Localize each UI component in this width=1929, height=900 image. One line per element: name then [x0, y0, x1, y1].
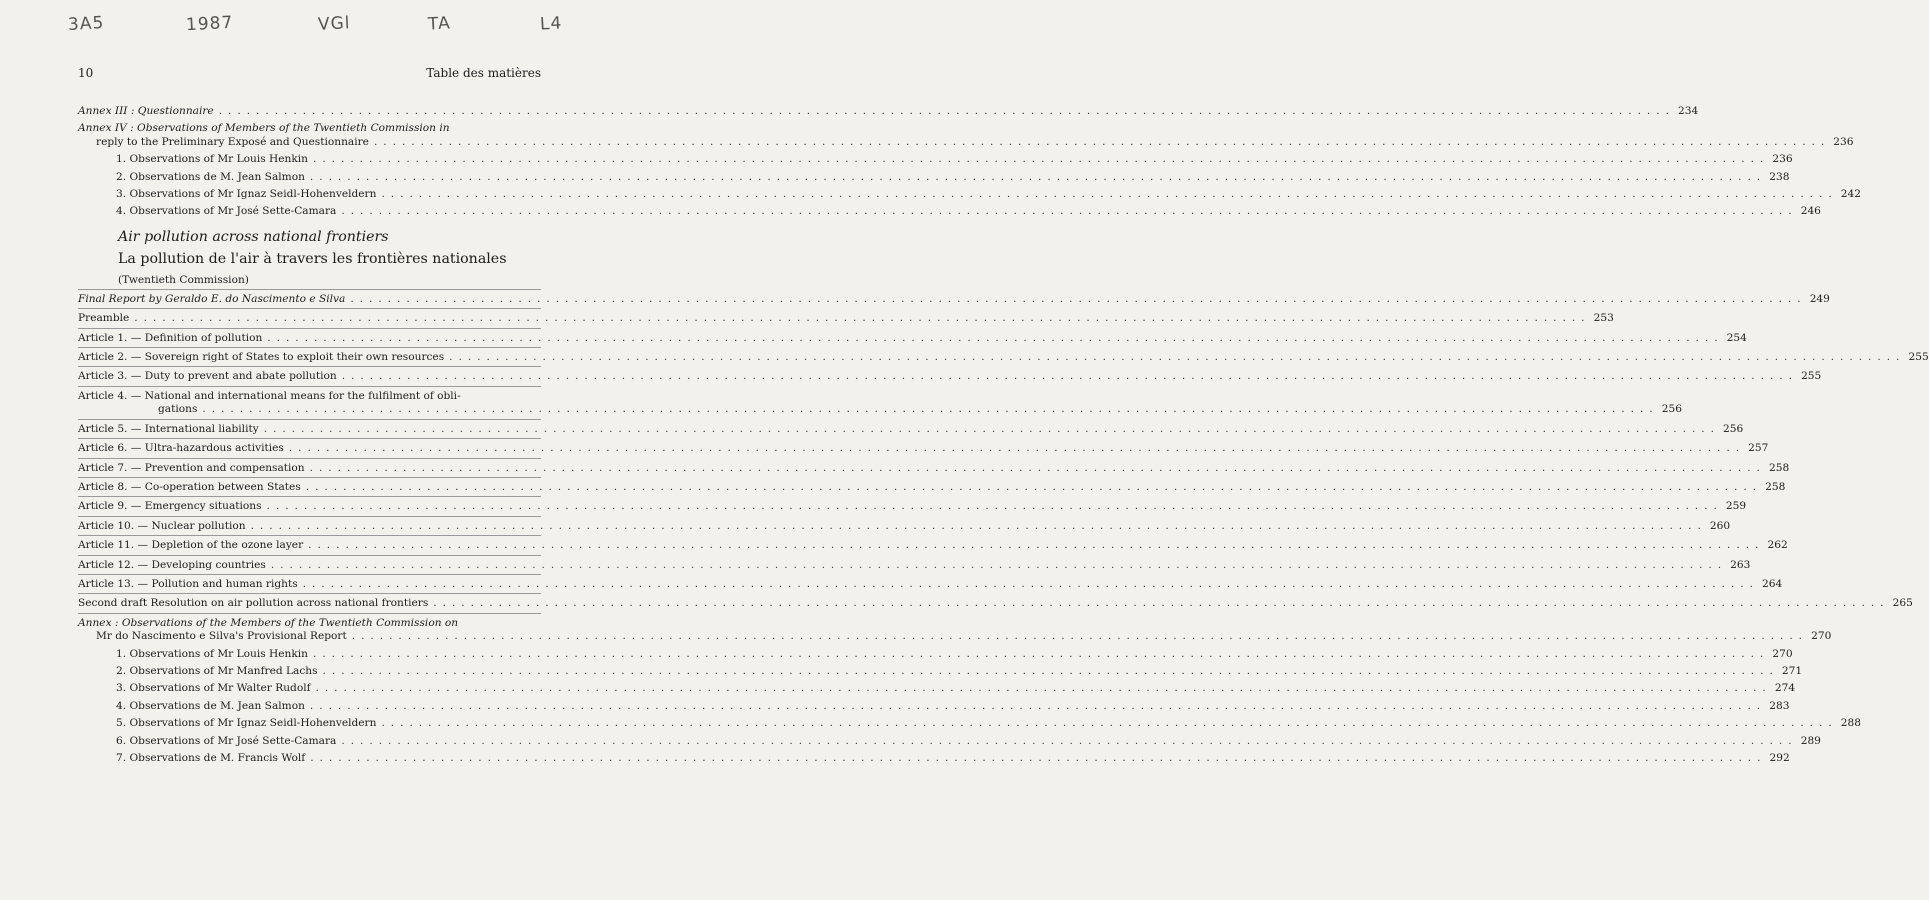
leader-dots: [428, 597, 1891, 610]
divider: [78, 438, 541, 439]
toc-page-number: 256: [1723, 422, 1744, 435]
toc-entry-article: [78, 558, 1751, 572]
toc-page-number: 260: [1709, 519, 1731, 532]
article-number: Article 2. —: [78, 351, 142, 364]
article-number: Article 3. —: [78, 370, 142, 383]
leader-dots: [298, 578, 1761, 591]
toc-entry-label: [78, 462, 305, 475]
leader-dots: [336, 735, 1799, 748]
article-title: Ultra-hazardous activities: [144, 442, 284, 455]
toc-sub-entry: [78, 699, 1790, 713]
leader-dots: [345, 293, 1808, 306]
article-number: Article 13. —: [78, 577, 149, 590]
leader-dots: [259, 423, 1722, 436]
leader-dots: [376, 717, 1839, 730]
toc-entry-label: [78, 539, 303, 552]
toc-entry-label: [78, 578, 298, 591]
toc-entry-article: [78, 331, 1747, 345]
toc-sub-entry: [78, 734, 1821, 748]
toc-page-number: 274: [1774, 682, 1796, 695]
leader-dots: [308, 648, 1771, 661]
toc-sub-entry: [78, 647, 1793, 661]
article-number: Article 4. —: [78, 389, 142, 402]
toc-entry-article: [78, 442, 1769, 455]
page-header: [78, 66, 541, 82]
article-title: Sovereign right of States to exploit their own resources: [144, 351, 445, 364]
toc-page-number: 255: [1801, 370, 1822, 383]
divider: [78, 386, 541, 387]
divider: [78, 555, 541, 556]
leader-dots: [376, 188, 1839, 201]
toc-page-number: 236: [1772, 153, 1793, 166]
leader-dots: [369, 136, 1832, 149]
toc-entry-article: [78, 577, 1783, 591]
page-number: 10: [78, 66, 94, 80]
leader-dots: [266, 559, 1729, 572]
toc-page-number: 234: [1678, 105, 1699, 117]
toc-entry-label: 2. Observations of Mr Manfred Lachs: [116, 664, 318, 677]
toc-entry-article: [78, 539, 1788, 552]
toc-sub-entry: [78, 682, 1796, 695]
section-commission: (Twentieth Commission): [118, 273, 249, 286]
divider: [78, 347, 541, 348]
toc-entry-article: [78, 461, 1790, 475]
toc-entry-annex: [78, 616, 1832, 644]
leader-dots: [318, 665, 1781, 678]
toc-entry-final-report: [78, 292, 1830, 306]
article-number: Article 6. —: [78, 442, 142, 455]
toc-entry-label: Final Report by Geraldo E. do Nascimento e Silva: [78, 292, 346, 305]
article-title: Duty to prevent and abate pollution: [144, 370, 337, 383]
toc-page-number: 264: [1761, 577, 1783, 590]
toc-page-number: 288: [1840, 717, 1862, 730]
toc-entry-article: [78, 389, 1682, 417]
divider: [78, 366, 541, 367]
leader-dots: [308, 153, 1771, 166]
toc-page-number: 246: [1800, 205, 1821, 218]
handwritten-annotations: [0, 14, 598, 44]
toc-entry-label: 4. Observations of Mr José Sette-Camara: [116, 205, 337, 218]
toc-entry-article: [78, 519, 1731, 533]
leader-dots: [444, 351, 1907, 364]
article-number: Article 1. —: [78, 331, 142, 344]
toc-entry-label: 1. Observations of Mr Louis Henkin: [116, 153, 308, 166]
handwritten-note: 1987: [185, 12, 234, 36]
toc-entry-article: [78, 500, 1747, 513]
toc-page-number: 253: [1593, 312, 1614, 325]
leader-dots: [197, 403, 1660, 416]
divider: [78, 289, 541, 290]
toc-page-number: 249: [1809, 292, 1830, 305]
leader-dots: [347, 630, 1810, 643]
article-title: Emergency situations: [144, 500, 262, 513]
toc-page-number: 289: [1800, 734, 1821, 747]
toc-entry-label: 4. Observations de M. Jean Salmon: [116, 699, 305, 712]
toc-entry-label: 6. Observations of Mr José Sette-Camara: [116, 734, 337, 747]
toc-page-number: 238: [1769, 170, 1790, 183]
leader-dots: [305, 462, 1768, 475]
toc-entry-label: [78, 559, 266, 572]
divider: [78, 496, 541, 497]
toc-page-number: 263: [1730, 558, 1751, 571]
leader-dots: [303, 539, 1766, 552]
toc-entry-label: 1. Observations of Mr Louis Henkin: [116, 647, 308, 660]
handwritten-note: L4: [539, 13, 563, 35]
article-number: Article 7. —: [78, 461, 142, 474]
toc-entry-label: [78, 423, 259, 436]
running-title: Table des matières: [426, 66, 541, 80]
toc-entry-preamble: [78, 312, 1614, 325]
toc-entry-label: [78, 500, 262, 513]
toc-page-number: 265: [1892, 597, 1913, 610]
divider: [78, 593, 541, 594]
divider: [78, 613, 541, 614]
toc-entry-label: 7. Observations de M. Francis Wolf: [116, 752, 306, 764]
toc-sub-entry: [78, 205, 1821, 218]
article-title: Prevention and compensation: [144, 461, 305, 474]
article-number: Article 5. —: [78, 422, 142, 435]
toc-entry: [78, 105, 1699, 118]
toc-entry-second-draft: [78, 597, 1913, 610]
toc-sub-entry: [78, 664, 1803, 678]
article-title: Developing countries: [151, 558, 266, 571]
handwritten-note: TA: [427, 13, 452, 35]
divider: [78, 419, 541, 420]
divider: [78, 458, 541, 459]
section-title-english: Air pollution across national frontiers: [118, 228, 389, 245]
toc-page-number: 283: [1769, 699, 1790, 712]
toc-page-number: 271: [1781, 664, 1803, 677]
article-title: International liability: [144, 422, 259, 435]
article-number: Article 12. —: [78, 558, 149, 571]
article-number: Article 9. —: [78, 500, 142, 513]
toc-sub-entry: [78, 188, 1862, 201]
toc-entry-article: [78, 351, 1929, 364]
leader-dots: [311, 682, 1774, 695]
leader-dots: [305, 171, 1768, 184]
article-title: Definition of pollution: [144, 331, 263, 344]
divider: [78, 574, 541, 575]
toc-entry-label-cont: Mr do Nascimento e Silva's Provisional Report: [96, 630, 347, 643]
section-title-french: La pollution de l'air à travers les frontières nationales: [118, 250, 507, 267]
toc-entry-label: [78, 390, 461, 403]
toc-page-number: 242: [1840, 188, 1862, 201]
toc-entry-article: [78, 370, 1822, 383]
leader-dots: [337, 370, 1800, 383]
leader-dots: [246, 520, 1709, 533]
leader-dots: [129, 312, 1592, 325]
leader-dots: [214, 105, 1677, 118]
leader-dots: [305, 752, 1768, 765]
article-title: National and international means for the fulfilment of obli-: [144, 389, 461, 402]
toc-page-number: 236: [1833, 135, 1854, 148]
divider: [78, 328, 541, 329]
toc-entry-label: Preamble: [78, 312, 130, 325]
toc-entry-label: [78, 481, 301, 494]
toc-entry-label: [78, 332, 262, 345]
leader-dots: [301, 481, 1764, 494]
divider: [78, 516, 541, 517]
toc-entry-label: [78, 370, 337, 383]
toc-entry-label: Second draft Resolution on air pollution across national frontiers: [78, 597, 429, 610]
toc-entry-label: [78, 442, 284, 455]
leader-dots: [336, 205, 1799, 218]
toc-entry-label: [78, 520, 246, 533]
article-title-cont: gations: [158, 403, 198, 416]
leader-dots: [305, 700, 1768, 713]
toc-page-number: 292: [1769, 752, 1790, 764]
toc-sub-entry: [78, 170, 1790, 184]
toc-page-number: 254: [1726, 331, 1747, 344]
table-of-contents: [78, 105, 1929, 765]
toc-entry-label: 2. Observations de M. Jean Salmon: [116, 170, 305, 183]
leader-dots: [262, 500, 1725, 513]
article-title: Pollution and human rights: [151, 577, 298, 590]
article-number: Article 11. —: [78, 539, 149, 552]
toc-sub-entry: [78, 752, 1790, 765]
article-title: Depletion of the ozone layer: [151, 539, 304, 552]
toc-entry-label: Annex IV : Observations of Members of the Twentieth Commission in: [78, 122, 450, 135]
toc-page-number: 257: [1748, 442, 1769, 455]
article-title: Nuclear pollution: [151, 519, 246, 532]
toc-entry-article: [78, 480, 1786, 494]
divider: [78, 535, 541, 536]
divider: [78, 308, 541, 309]
leader-dots: [284, 442, 1747, 455]
handwritten-note: VGl: [317, 13, 352, 35]
toc-entry-label: 3. Observations of Mr Walter Rudolf: [116, 682, 311, 695]
article-number: Article 8. —: [78, 480, 142, 493]
divider: [78, 477, 541, 478]
toc-page-number: 255: [1908, 351, 1929, 364]
article-number: Article 10. —: [78, 519, 149, 532]
toc-sub-entry: [78, 717, 1862, 730]
toc-entry-annex-iv: [78, 122, 1854, 149]
leader-dots: [262, 332, 1725, 345]
toc-entry-label: 3. Observations of Mr Ignaz Seidl-Hohenveldern: [116, 188, 377, 201]
toc-entry-label: Annex : Observations of the Members of the Twentieth Commission on: [78, 616, 459, 629]
toc-sub-entry: [78, 153, 1793, 166]
toc-page-number: 256: [1661, 403, 1682, 416]
toc-page-number: 259: [1725, 500, 1747, 513]
handwritten-note: 3A5: [67, 13, 105, 35]
toc-entry-label: 5. Observations of Mr Ignaz Seidl-Hohenveldern: [116, 717, 377, 730]
toc-entry-label-cont: reply to the Preliminary Exposé and Questionnaire: [96, 135, 369, 148]
toc-page-number: 258: [1768, 461, 1790, 474]
toc-page-number: 262: [1767, 539, 1788, 552]
toc-page-number: 270: [1772, 647, 1793, 660]
toc-entry-label: [78, 351, 444, 364]
toc-entry-article: [78, 422, 1744, 436]
toc-entry-label: Annex III : Questionnaire: [78, 105, 214, 117]
article-title: Co-operation between States: [144, 480, 301, 493]
toc-page-number: 258: [1765, 480, 1786, 493]
toc-page-number: 270: [1811, 630, 1832, 643]
